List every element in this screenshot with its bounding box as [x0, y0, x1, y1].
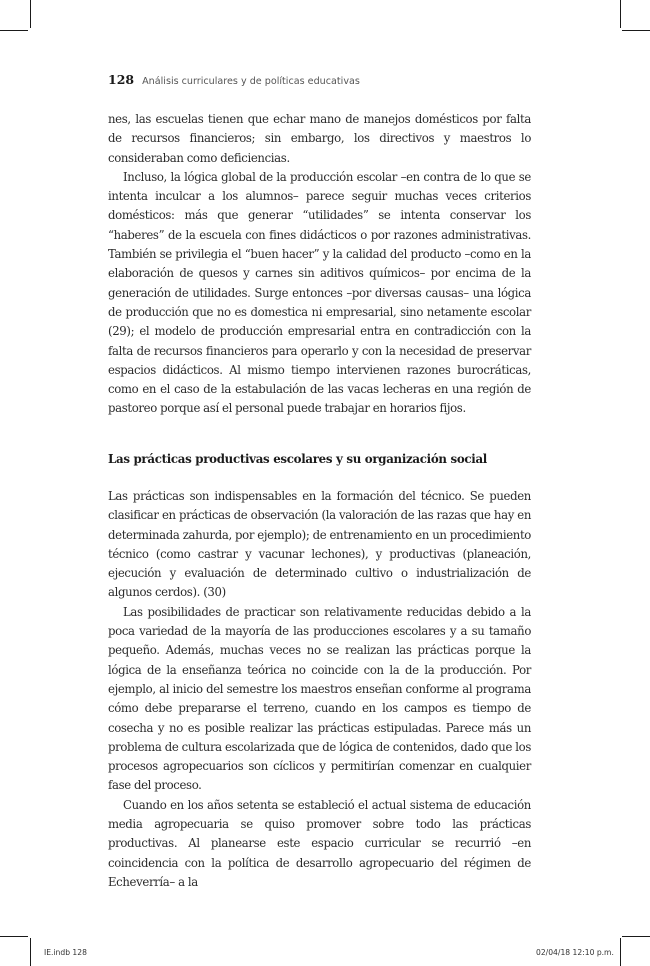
crop-mark-bottom-left-vertical — [30, 938, 31, 966]
paragraph: nes, las escuelas tienen que echar mano de manejos domésticos por falta de recursos financieros; sin embargo, los directivos y maestros lo consideraban como deficiencias. — [108, 112, 531, 165]
slug-date: 02/04/18 12:10 p.m. — [536, 948, 614, 957]
body-text-upper — [108, 110, 531, 419]
crop-mark-top-left-vertical — [30, 0, 31, 28]
section-heading: Las prácticas productivas escolares y su organización social — [108, 452, 487, 466]
paragraph: Cuando en los años setenta se estableció el actual sistema de educación media agropecuaria se quiso promover sobre todo las prácticas productivas. Al planearse este espacio curricular se recurrió –en coincidencia con la política de desarrollo agropecuario del régimen de Echeverría– a la — [108, 797, 531, 889]
running-head — [108, 72, 360, 90]
crop-mark-top-left-horizontal — [0, 30, 28, 31]
page-number: 128 — [108, 72, 135, 87]
slug-file: IE.indb 128 — [44, 948, 87, 957]
crop-mark-bottom-right-vertical — [620, 938, 621, 966]
running-head-title: Análisis curriculares y de políticas educativas — [142, 76, 360, 87]
paragraph: Incluso, la lógica global de la producción escolar –en contra de lo que se intenta inculcar a los alumnos– parece seguir muchas veces criterios domésticos: más que generar “utilidades” se intenta conservar los “haberes” de la escuela con fines didácticos o por razones administrativas. También se privilegia el “buen hacer” y la calidad del producto –como en la elaboración de quesos y carnes sin aditivos químicos– por encima de la generación de utilidades. Surge entonces –por diversas causas– una lógica de producción que no es domestica ni empresarial, sino netamente escolar (29); el modelo de producción empresarial entra en contradicción con la falta de recursos financieros para operarlo y con la necesidad de preservar espacios didácticos. Al mismo tiempo intervienen razones burocráticas, como en el caso de la estabulación de las vacas lecheras en una región de pastoreo porque así el personal puede trabajar en horarios fijos. — [108, 169, 531, 416]
body-text-lower — [108, 487, 531, 892]
crop-mark-top-right-vertical — [620, 0, 621, 28]
paragraph: Las posibilidades de practicar son relativamente reducidas debido a la poca variedad de la mayoría de las producciones escolares y a su tamaño pequeño. Además, muchas veces no se realizan las prácticas porque la lógica de la enseñanza teórica no coincide con la de la producción. Por ejemplo, al inicio del semestre los maestros enseñan conforme al programa cómo debe prepararse el terreno, cuando en los campos es tiempo de cosecha y no es posible realizar las prácticas estipuladas. Parece más un problema de cultura escolarizada que de lógica de contenidos, dado que los procesos agropecuarios son cíclicos y permitirían comenzar en cualquier fase del proceso. — [108, 604, 531, 793]
paragraph: Las prácticas son indispensables en la formación del técnico. Se pueden clasificar en prácticas de observación (la valoración de las razas que hay en determinada zahurda, por ejemplo); de entrenamiento en un procedimiento técnico (como castrar y vacunar lechones), y productivas (planeación, ejecución y evaluación de determinado cultivo o industrialización de algunos cerdos). (30) — [108, 489, 531, 600]
crop-mark-bottom-right-horizontal — [622, 936, 650, 937]
crop-mark-bottom-left-horizontal — [0, 936, 28, 937]
crop-mark-top-right-horizontal — [622, 30, 650, 31]
